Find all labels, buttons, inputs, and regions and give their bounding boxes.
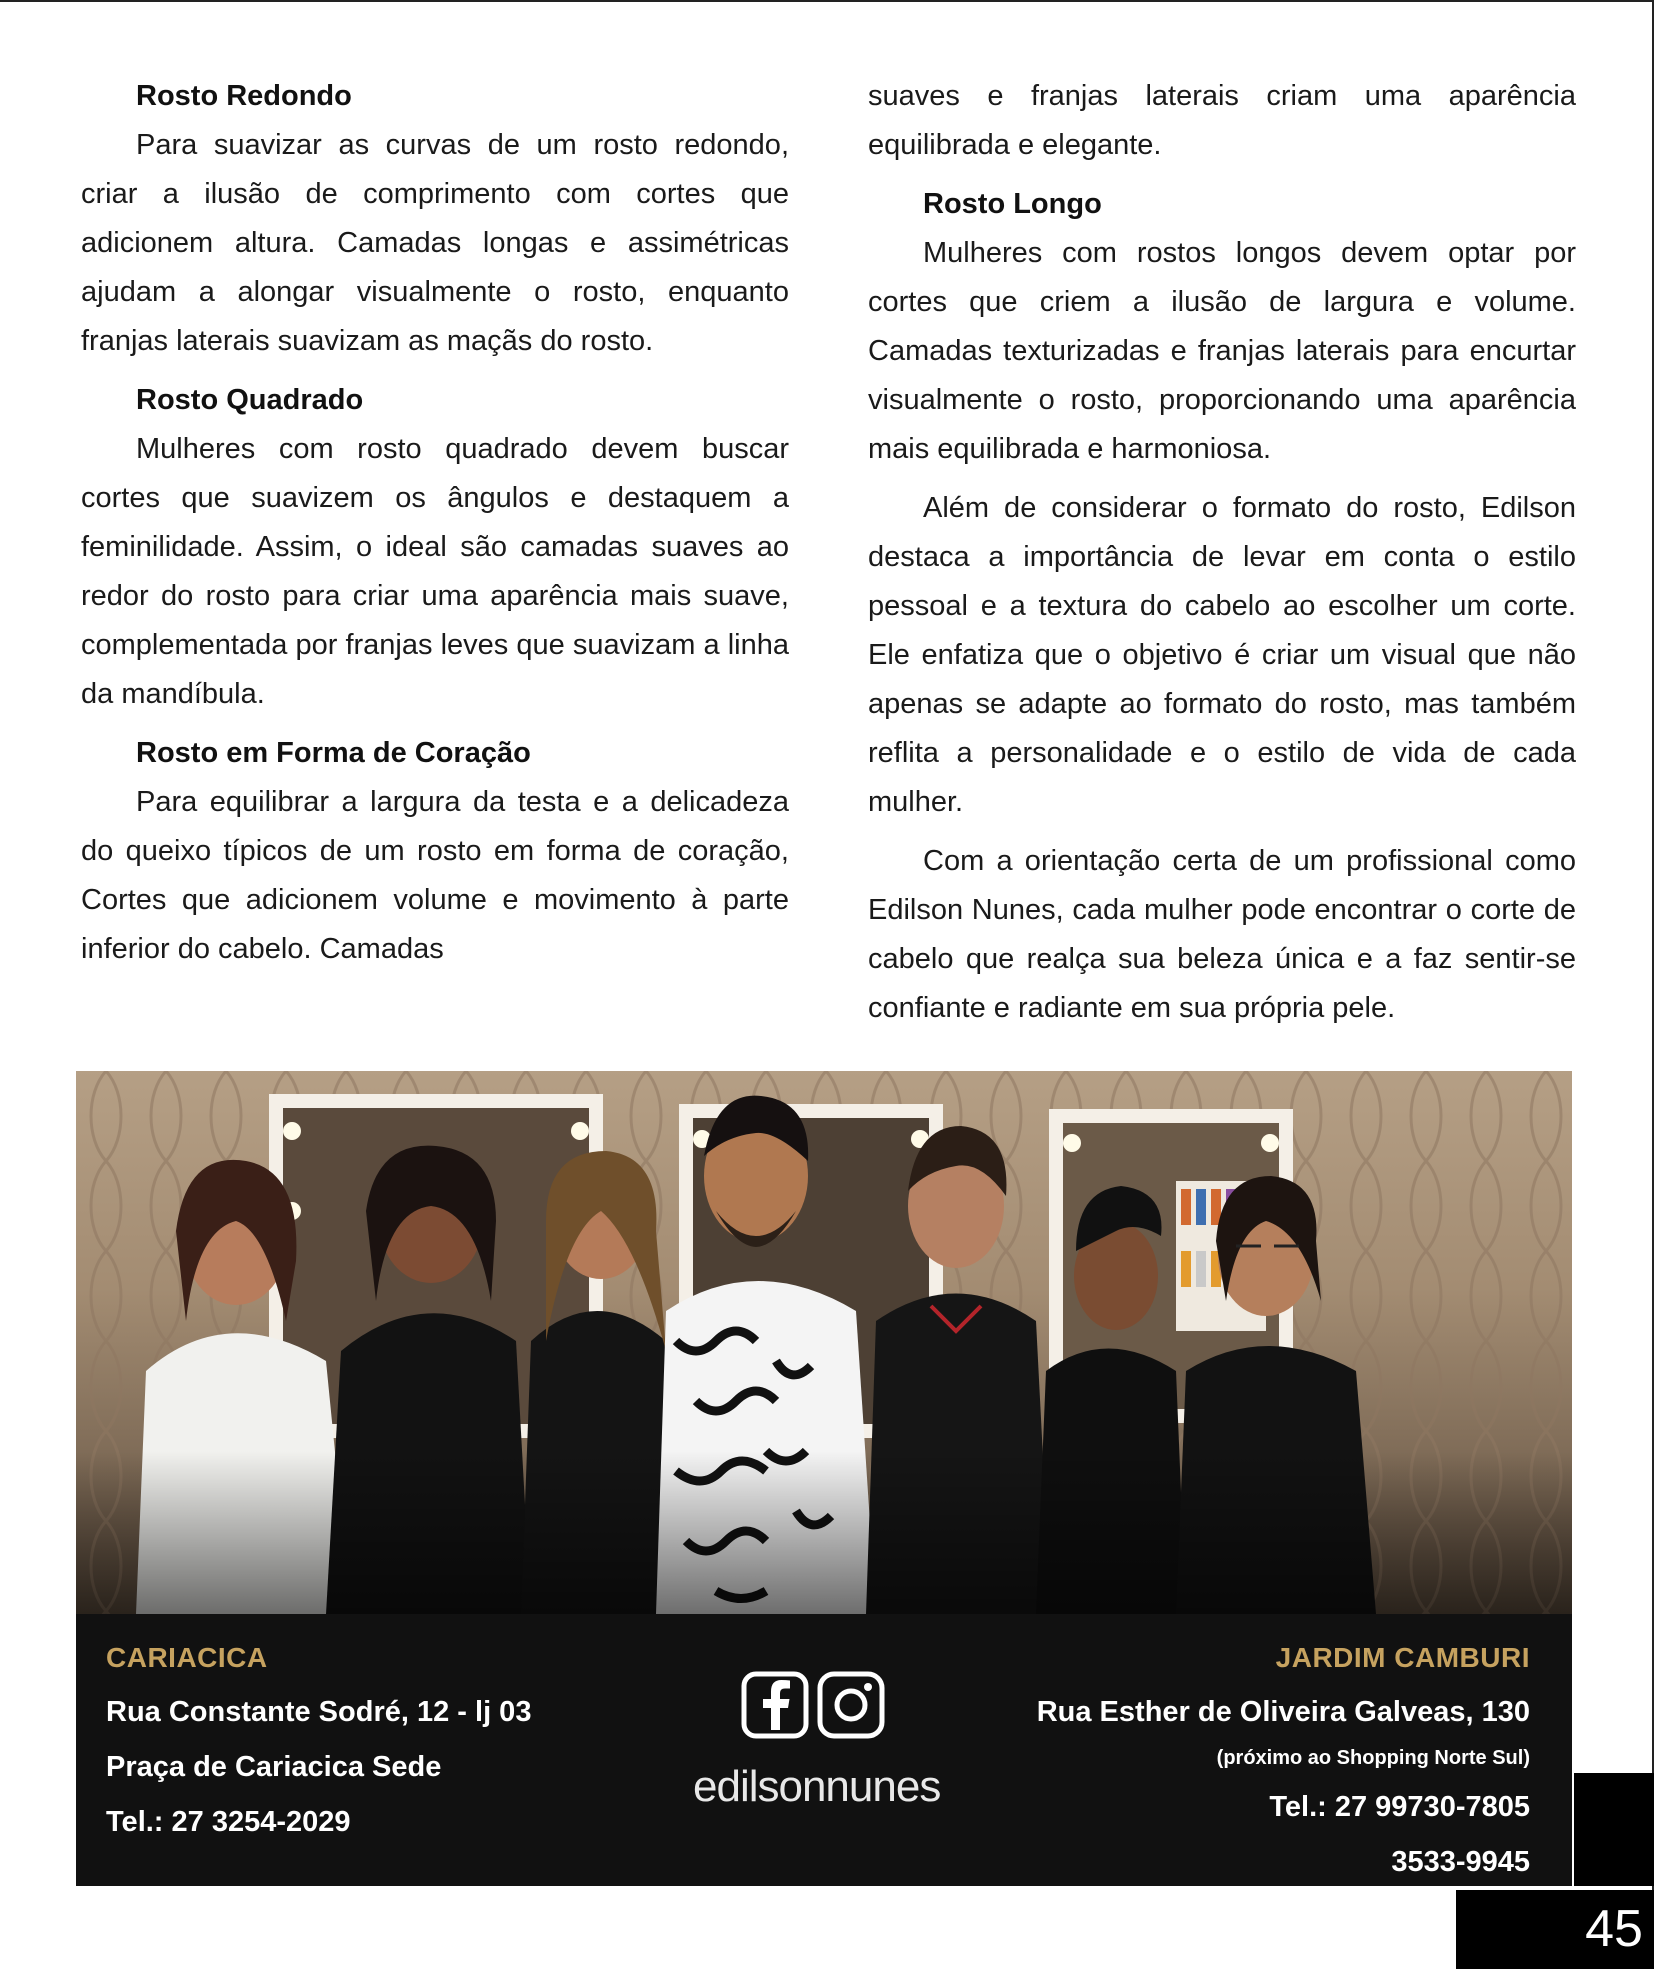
left-column — [81, 72, 789, 984]
paragraph-conclusao: Com a orientação certa de um profissional como Edilson Nunes, cada mulher pode encontrar o corte de cabelo que realça sua beleza única e a faz sentir-se confiante e radiante em sua própria pele. — [868, 845, 1576, 1024]
instagram-icon[interactable] — [820, 1674, 882, 1736]
salon-info-bar — [76, 1614, 1572, 1886]
page-number: 45 — [1574, 1890, 1654, 1969]
paragraph-continuation: suaves e franjas laterais criam uma aparência equilibrada e elegante. — [868, 80, 1576, 161]
heading-rosto-quadrado: Rosto Quadrado — [136, 384, 364, 416]
city-cariacica: CARIACICA — [106, 1642, 268, 1673]
city-jardim-camburi: JARDIM CAMBURI — [1275, 1642, 1530, 1673]
paragraph-estilo-pessoal: Além de considerar o formato do rosto, Edilson destaca a importância de levar em conta o estilo pessoal e a textura do cabelo ao escolher um corte. Ele enfatiza que o objetivo é criar um visual que não apenas se adapte ao formato do rosto, mas também reflita a personalidade e o estilo de vida de cada mulher. — [868, 492, 1576, 818]
paragraph-rosto-redondo: Para suavizar as curvas de um rosto redondo, criar a ilusão de comprimento com cortes que adicionem altura. Camadas longas e assimétricas ajudam a alongar visualmente o rosto, enquanto franjas laterais suavizam as maçãs do rosto. — [81, 129, 789, 357]
cariacica-address-block — [106, 1630, 531, 1850]
corner-block — [1574, 1773, 1654, 1886]
corner-block — [1456, 1890, 1574, 1969]
address-note: (próximo ao Shopping Norte Sul) — [1216, 1747, 1530, 1769]
paragraph-rosto-quadrado: Mulheres com rosto quadrado devem buscar cortes que suavizem os ângulos e destaquem a feminilidade. Assim, o ideal são camadas suaves ao redor do rosto para criar uma aparência mais suave, complementada por franjas leves que suavizam a linha da mandíbula. — [81, 433, 789, 710]
facebook-icon[interactable] — [744, 1674, 806, 1736]
heading-rosto-longo: Rosto Longo — [923, 188, 1102, 220]
right-column — [868, 72, 1576, 1043]
phone-cariacica: Tel.: 27 3254-2029 — [106, 1806, 351, 1838]
heading-rosto-coracao: Rosto em Forma de Coração — [136, 737, 531, 769]
paragraph-rosto-longo: Mulheres com rostos longos devem optar por cortes que criem a ilusão de largura e volume. Camadas texturizadas e franjas laterais para encurtar visualmente o rosto, proporcionando uma aparência mais equilibrada e harmoniosa. — [868, 237, 1576, 465]
paragraph-rosto-coracao: Para equilibrar a largura da testa e a delicadeza do queixo típicos de um rosto em forma de coração, Cortes que adicionem volume e movimento à parte inferior do cabelo. Camadas — [81, 786, 789, 965]
page-border-top — [0, 0, 1654, 2]
social-icons — [740, 1670, 888, 1745]
brand-handle: edilsonnunes — [693, 1762, 941, 1811]
phone-jardim-camburi-2: 3533-9945 — [1391, 1846, 1530, 1878]
heading-rosto-redondo: Rosto Redondo — [136, 80, 352, 112]
address-line: Rua Esther de Oliveira Galveas, 130 — [1036, 1696, 1530, 1728]
phone-jardim-camburi-1: Tel.: 27 99730-7805 — [1269, 1791, 1530, 1823]
team-photo — [76, 1071, 1572, 1614]
jardim-camburi-address-block — [1037, 1630, 1530, 1890]
address-line-1: Rua Constante Sodré, 12 - lj 03 — [106, 1696, 532, 1728]
address-line-2: Praça de Cariacica Sede — [106, 1751, 442, 1783]
